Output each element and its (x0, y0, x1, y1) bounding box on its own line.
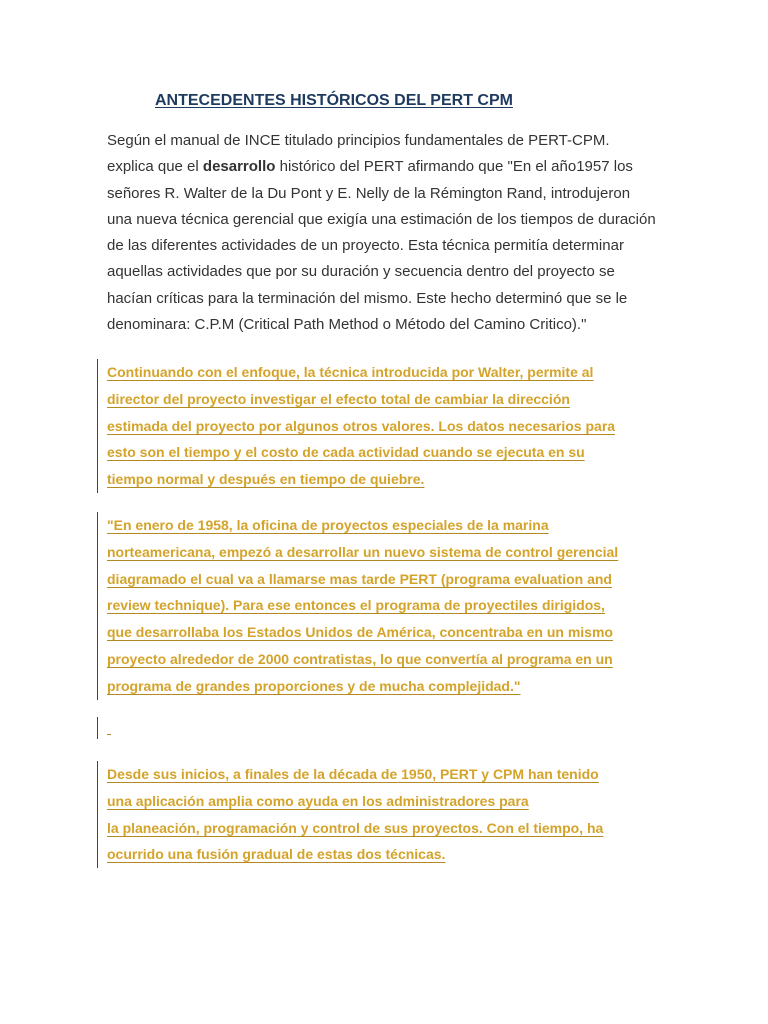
quote-line: "En enero de 1958, la oficina de proyectos especiales de la marina (107, 517, 549, 533)
quoted-paragraph-fusion (97, 761, 603, 868)
intro-text: denominara: C.P.M (Critical Path Method o Método del Camino Critico)." (107, 316, 587, 334)
quote-line: programa de grandes proporciones y de mucha complejidad." (107, 677, 521, 694)
intro-text: Según el manual de INCE titulado principios fundamentales de PERT-CPM. (107, 132, 610, 149)
quote-line: norteamericana, empezó a desarrollar un nuevo sistema de control gerencial (107, 543, 619, 560)
quote-line: que desarrollaba los Estados Unidos de América, concentraba en un mismo (107, 624, 613, 641)
quote-line: esto son el tiempo y el costo de cada actividad cuando se ejecuta en su (107, 444, 585, 461)
quote-line: diagramado el cual va a llamarse mas tarde PERT (programa evaluation and (107, 570, 612, 587)
page-title: ANTECEDENTES HISTÓRICOS DEL PERT CPM (155, 92, 513, 109)
intro-text: señores R. Walter de la Du Pont y E. Nelly de la Rémington Rand, introdujeron (107, 184, 631, 202)
intro-line (107, 259, 667, 285)
intro-text: aquellas actividades que por su duración y secuencia dentro del proyecto se (107, 263, 615, 281)
intro-text: de las diferentes actividades de un proyecto. Esta técnica permitía determinar (107, 237, 624, 255)
intro-text: hacían críticas para la terminación del mismo. Este hecho determinó que se le (107, 289, 628, 307)
intro-line (107, 154, 667, 180)
intro-line (107, 181, 667, 207)
intro-line (107, 207, 667, 233)
quoted-paragraph-walter (97, 359, 615, 493)
intro-line (107, 233, 667, 259)
quote-line: una aplicación amplia como ayuda en los administradores para (107, 792, 529, 809)
empty-quoted-paragraph (97, 717, 111, 739)
intro-text: histórico del PERT afirmando que "En el año1957 los (275, 158, 633, 176)
quote-line: la planeación, programación y control de sus proyectos. Con el tiempo, ha (107, 819, 604, 836)
quote-line: tiempo normal y después en tiempo de quiebre. (107, 471, 425, 488)
intro-text: una nueva técnica gerencial que exigía una estimación de los tiempos de duración (107, 210, 656, 228)
quote-line: Continuando con el enfoque, la técnica introducida por Walter, permite al (107, 364, 594, 380)
intro-text: explica que el (107, 158, 203, 176)
intro-line (107, 128, 667, 154)
quote-line: Desde sus inicios, a finales de la década de 1950, PERT y CPM han tenido (107, 766, 599, 782)
quote-line: estimada del proyecto por algunos otros valores. Los datos necesarios para (107, 417, 616, 434)
blank-underline (107, 720, 111, 735)
quote-line: review technique). Para ese entonces el programa de proyectiles dirigidos, (107, 597, 605, 614)
quoted-paragraph-pert-origin (97, 512, 618, 700)
intro-bold-word: desarrollo (202, 158, 276, 176)
quote-line: proyecto alrededor de 2000 contratistas, lo que convertía al programa en un (107, 650, 613, 667)
quote-line: director del proyecto investigar el efecto total de cambiar la dirección (107, 390, 570, 407)
intro-line (107, 286, 667, 312)
quote-line: ocurrido una fusión gradual de estas dos técnicas. (107, 846, 446, 863)
intro-paragraph (107, 128, 667, 338)
intro-line (107, 312, 667, 338)
